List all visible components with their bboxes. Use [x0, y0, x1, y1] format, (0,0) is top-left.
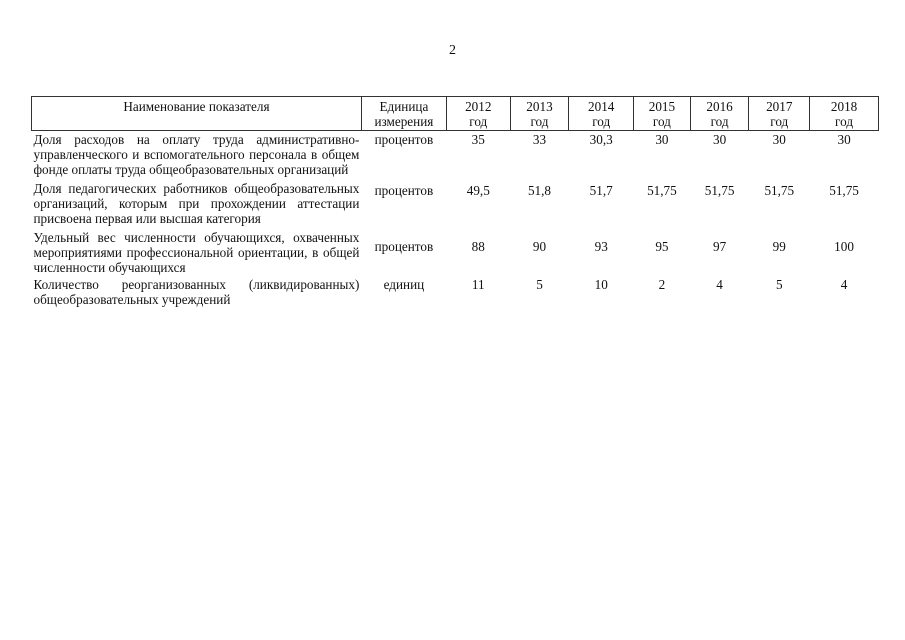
value-2017: 5 [775, 277, 783, 292]
year-suffix: год [710, 114, 729, 129]
table-row [32, 131, 879, 181]
value-2014: 51,7 [589, 183, 613, 198]
header-year-2018 [810, 97, 879, 131]
value-2015: 30 [655, 132, 669, 147]
value-2014: 93 [594, 239, 608, 254]
value-2016: 51,75 [704, 183, 735, 198]
indicator-unit: единиц [383, 277, 425, 292]
page-number: 2 [449, 43, 456, 58]
indicator-name: Доля расходов на оплату труда административно-управленческого и вспомогательного персонала в общем фонде оплаты труда общеобразовательных организаций [33, 132, 360, 177]
table-row [32, 229, 879, 276]
year-suffix: год [530, 114, 549, 129]
header-year-2015 [634, 97, 691, 131]
value-2013: 90 [532, 239, 547, 254]
value-2015: 51,75 [647, 183, 677, 198]
value-2012: 49,5 [466, 183, 490, 198]
year-suffix: год [770, 114, 789, 129]
year-number: 2015 [648, 99, 676, 114]
header-year-2014 [569, 97, 634, 131]
value-2012: 88 [471, 239, 485, 254]
value-2013: 5 [536, 277, 543, 292]
value-2014: 10 [594, 277, 608, 292]
value-2013: 33 [532, 132, 547, 147]
year-number: 2018 [830, 99, 858, 114]
indicator-name: Доля педагогических работников общеобразовательных организаций, которым при прохождении аттестации присвоена первая или высшая категория [33, 181, 360, 226]
value-2015: 95 [655, 239, 669, 254]
table-header-row [32, 97, 879, 131]
table-row [32, 276, 879, 308]
year-suffix: год [835, 114, 854, 129]
year-number: 2012 [465, 99, 492, 114]
header-indicator-name: Наименование показателя [32, 97, 362, 131]
header-unit-line2: измерения [374, 114, 434, 129]
year-number: 2013 [526, 99, 553, 114]
value-2016: 4 [716, 277, 723, 292]
header-year-2017 [749, 97, 810, 131]
value-2012: 11 [471, 277, 485, 292]
value-2015: 2 [658, 277, 666, 292]
year-suffix: год [652, 114, 671, 129]
indicator-unit: процентов [374, 239, 434, 254]
value-2016: 97 [712, 239, 727, 254]
year-number: 2016 [706, 99, 733, 114]
value-2017: 30 [772, 132, 786, 147]
value-2017: 99 [772, 239, 786, 254]
value-2018: 4 [840, 277, 848, 292]
value-2014: 30,3 [589, 132, 613, 147]
indicator-name: Количество реорганизованных (ликвидированных) общеобразовательных учреждений [33, 277, 360, 307]
header-year-2012 [446, 97, 510, 131]
header-unit-line1: Единица [379, 99, 429, 114]
value-2018: 30 [837, 132, 851, 147]
table-row [32, 180, 879, 229]
year-suffix: год [592, 114, 611, 129]
year-number: 2014 [588, 99, 615, 114]
year-suffix: год [469, 114, 488, 129]
header-unit [361, 97, 446, 131]
indicator-unit: процентов [374, 132, 434, 147]
value-2016: 30 [712, 132, 727, 147]
header-year-2013 [510, 97, 569, 131]
indicator-name: Удельный вес численности обучающихся, охваченных мероприятиями профессиональной ориентации, в общей численности обучающихся [33, 230, 360, 275]
value-2018: 100 [834, 239, 854, 254]
value-2012: 35 [471, 132, 485, 147]
indicator-unit: процентов [374, 183, 434, 198]
indicators-table [31, 96, 879, 308]
header-year-2016 [690, 97, 749, 131]
value-2018: 51,75 [829, 183, 859, 198]
value-2013: 51,8 [527, 183, 552, 198]
value-2017: 51,75 [764, 183, 795, 198]
year-number: 2017 [766, 99, 793, 114]
